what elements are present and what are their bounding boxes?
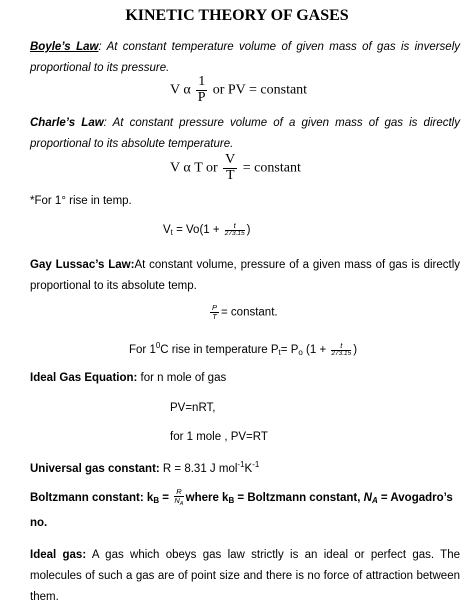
boltzmann-fraction <box>174 488 183 508</box>
gay-line-sup: 0 <box>155 341 161 350</box>
charle-frac-den: T <box>225 167 235 183</box>
gay-eq-rhs: = constant. <box>221 306 278 319</box>
boyle-law-text: : At constant temperature volume of given mass of gas is inversely proportional to its pressure. <box>30 41 460 74</box>
boltzmann-heading: Boltzmann constant: k <box>30 491 154 504</box>
charle-volume-equation <box>163 222 251 238</box>
ideal-gas-eq-one-mole: for 1 mole , PV=RT <box>170 431 268 443</box>
universal-sup1: -1 <box>237 460 245 469</box>
boyle-law-equation <box>170 75 307 105</box>
eq2-den: 273.15 <box>224 229 245 237</box>
gay-line-mid: C rise in temperature P <box>160 344 279 356</box>
gay-line-sub-o: o <box>298 348 303 357</box>
charle-eq-lhs: V α T or <box>170 160 218 176</box>
charle-eq2-fraction <box>225 222 245 238</box>
eq2-num: t <box>225 222 245 231</box>
gay-line-sub-t: t <box>278 348 281 357</box>
gay-lussac-equation <box>208 304 278 321</box>
gay-line-eq: = P <box>280 344 299 356</box>
ideal-gas-heading: Ideal gas: <box>30 549 87 561</box>
boltzmann-mid-sub: B <box>228 495 235 505</box>
boltzmann-frac-num: R <box>176 487 182 496</box>
gay-line-den: 273.15 <box>331 350 352 357</box>
boltzmann-tail-no: no. <box>30 517 48 529</box>
gay-lussac-text: At constant volume, pressure of a given mass of gas is directly proportional to its absolute temp. <box>30 259 460 292</box>
ideal-gas-paragraph <box>30 545 460 608</box>
gay-line-fraction <box>331 342 351 358</box>
boltzmann-frac-den: N <box>174 495 180 505</box>
boltzmann-mid-rest: = Boltzmann constant, <box>234 491 364 504</box>
gay-frac-num: P <box>212 303 218 312</box>
gay-line-num: t <box>331 342 351 351</box>
temp-rise-note: *For 1° rise in temp. <box>30 195 132 207</box>
eq2-sub: t <box>170 227 173 237</box>
ideal-gas-text: A gas which obeys gas law strictly is an ideal or perfect gas. The molecules of such a gas are of point size and there is no force of attraction between them. <box>30 549 460 603</box>
gay-lussac-pressure-line <box>129 341 357 358</box>
gay-line-end: ) <box>353 344 358 356</box>
charle-fraction <box>223 153 237 183</box>
boyle-eq-lhs: V α <box>170 82 191 98</box>
boltzmann-tail: = Avogadro’s <box>377 491 453 504</box>
avogadro-symbol: N <box>363 491 372 504</box>
boyle-frac-den: P <box>197 89 206 105</box>
universal-unit-k: K <box>244 463 253 475</box>
gay-lussac-heading: Gay Lussac’s Law: <box>30 259 135 271</box>
charle-law-equation <box>170 153 301 183</box>
avogadro-sub: A <box>371 495 378 505</box>
ideal-gas-equation-line <box>30 372 226 384</box>
boyle-law-paragraph <box>30 37 460 79</box>
gay-frac-den: T <box>212 311 217 321</box>
charle-law-paragraph <box>30 113 460 155</box>
page-title: KINETIC THEORY OF GASES <box>125 7 349 24</box>
charle-frac-num: V <box>225 152 236 167</box>
universal-gas-constant-heading: Universal gas constant: <box>30 463 160 475</box>
universal-sup2: -1 <box>252 460 260 469</box>
boyle-eq-rhs: or PV = constant <box>212 82 308 98</box>
ideal-gas-equation-text: for n mole of gas <box>137 372 227 384</box>
gay-line-paren: (1 + <box>302 344 330 356</box>
ideal-gas-eq-nrt: PV=nRT, <box>170 402 216 414</box>
boyle-fraction <box>196 75 207 105</box>
gay-fraction <box>210 304 219 321</box>
boltzmann-constant-line <box>30 488 453 508</box>
boyle-frac-num: 1 <box>198 74 206 89</box>
boltzmann-frac-den-sub: A <box>179 500 184 507</box>
universal-gas-constant-line <box>30 460 259 475</box>
boltzmann-eq: = <box>159 491 173 504</box>
charle-law-heading: Charle’s Law <box>30 117 104 129</box>
eq2-v: V <box>163 223 171 236</box>
universal-value: R = 8.31 J mol <box>159 463 238 475</box>
eq2-mid: = Vo(1 + <box>172 223 223 236</box>
ideal-gas-equation-heading: Ideal Gas Equation: <box>30 372 138 384</box>
gay-lussac-paragraph <box>30 255 460 297</box>
charle-eq-rhs: = constant <box>242 160 301 176</box>
boyle-law-heading: Boyle’s Law <box>30 41 99 53</box>
charle-law-text: : At constant pressure volume of a given mass of gas is directly proportional to its absolute temperature. <box>30 117 460 150</box>
boltzmann-mid: where k <box>185 491 229 504</box>
boltzmann-sub-b: B <box>153 495 160 505</box>
eq2-end: ) <box>246 223 251 236</box>
gay-line-pre: For 1 <box>129 344 156 356</box>
